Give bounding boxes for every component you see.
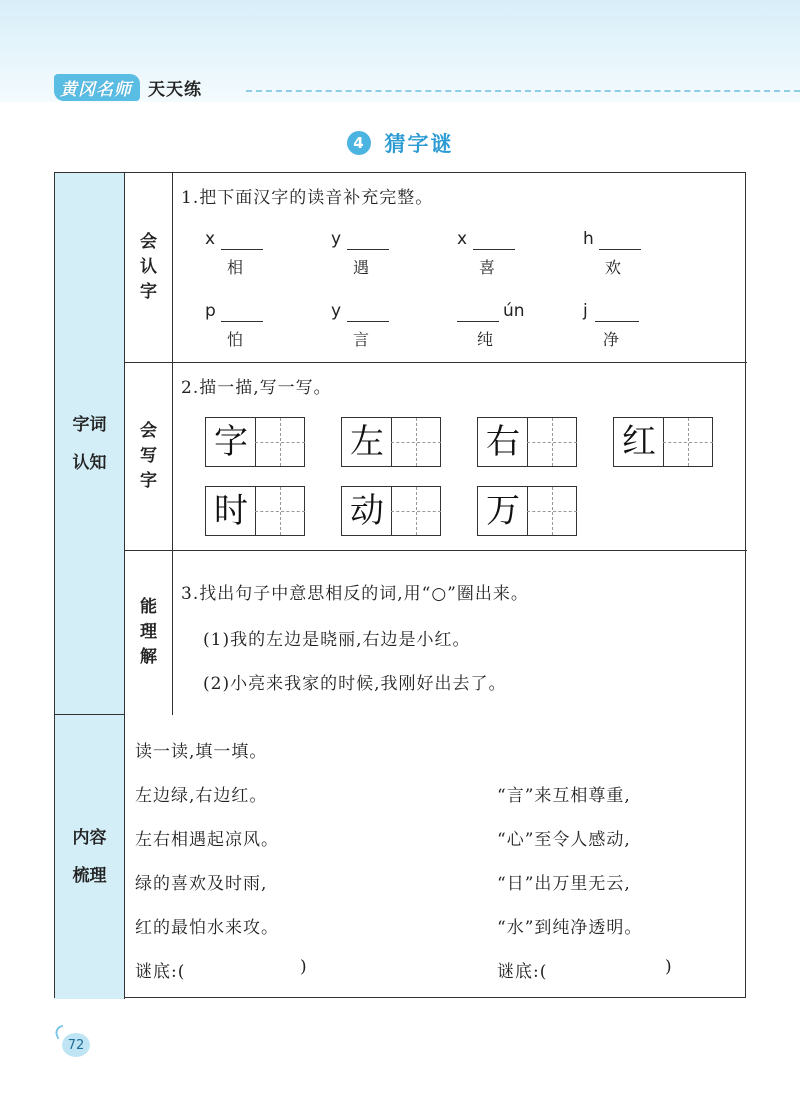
riddle-left-line: 红的最怕水来攻。	[135, 918, 279, 938]
pinyin-item	[193, 303, 263, 363]
pinyin-blank[interactable]	[595, 321, 639, 322]
pinyin-initial: y	[331, 229, 342, 249]
page-header	[0, 0, 800, 102]
trace-char: 动	[350, 491, 384, 531]
answer-left-field[interactable]	[205, 957, 305, 979]
sub-label-char: 认	[140, 257, 157, 277]
pinyin-initial: j	[583, 301, 588, 321]
header-dashed-line	[246, 90, 800, 92]
sub-label-understand	[125, 550, 173, 715]
pinyin-blank[interactable]	[221, 249, 263, 250]
category-label-line: 内容	[72, 828, 107, 848]
lesson-number-badge: 4	[347, 131, 371, 155]
sub-label-char: 会	[140, 420, 157, 441]
pinyin-item	[571, 231, 641, 291]
pinyin-item	[453, 303, 533, 363]
pinyin-char: 言	[353, 330, 370, 349]
box-guide	[391, 442, 441, 443]
pinyin-blank[interactable]	[473, 249, 515, 250]
review-instruction: 读一读,填一填。	[135, 742, 268, 762]
trace-char: 左	[350, 422, 384, 462]
pinyin-initial: p	[205, 301, 216, 321]
pinyin-blank[interactable]	[457, 321, 499, 322]
pinyin-final: ún	[503, 301, 525, 321]
pinyin-char: 相	[227, 258, 244, 277]
pinyin-char: 怕	[227, 330, 244, 349]
brand	[54, 74, 202, 100]
answer-right-field[interactable]	[567, 957, 667, 979]
writing-box[interactable]	[477, 486, 577, 536]
pinyin-char: 净	[603, 330, 620, 349]
sub-label-recognize	[125, 173, 173, 362]
writing-box[interactable]	[205, 486, 305, 536]
row-divider	[125, 550, 747, 551]
box-guide	[527, 511, 577, 512]
box-guide	[255, 511, 305, 512]
pinyin-char: 喜	[479, 258, 496, 277]
pinyin-char: 遇	[353, 258, 370, 277]
box-guide	[255, 442, 305, 443]
sentence-1[interactable]: (1)我的左边是晓丽,右边是小红。	[203, 630, 471, 650]
writing-box[interactable]	[341, 417, 441, 467]
question-2: 2.描一描,写一写。	[181, 378, 332, 398]
pinyin-initial: x	[205, 229, 216, 249]
sub-label-char: 字	[140, 470, 157, 491]
riddle-right-line: “心”至令人感动,	[497, 830, 631, 850]
exercise-table	[54, 172, 746, 998]
trace-char: 右	[486, 422, 520, 462]
brand-logo: 黄冈名师	[54, 74, 140, 101]
category-label-line: 梳理	[72, 866, 107, 886]
riddle-left-line: 绿的喜欢及时雨,	[135, 874, 268, 894]
pinyin-blank[interactable]	[599, 249, 641, 250]
category-label-line: 认知	[72, 452, 107, 473]
answer-left-close: )	[300, 957, 308, 977]
category-label-line: 字词	[72, 414, 107, 435]
answer-right-label: 谜底:(	[497, 962, 548, 982]
sub-label-char: 解	[140, 647, 157, 667]
sub-label-char: 理	[140, 622, 157, 642]
pinyin-blank[interactable]	[221, 321, 263, 322]
page-number: 72	[62, 1033, 90, 1057]
trace-char: 万	[486, 491, 520, 531]
writing-box[interactable]	[477, 417, 577, 467]
pinyin-initial: y	[331, 301, 342, 321]
pinyin-item	[319, 231, 389, 291]
pinyin-blank[interactable]	[347, 249, 389, 250]
sentence-2[interactable]: (2)小亮来我家的时候,我刚好出去了。	[203, 674, 507, 694]
pinyin-char: 欢	[605, 258, 622, 277]
answer-right-close: )	[665, 957, 673, 977]
riddle-left-line: 左右相遇起凉风。	[135, 830, 279, 850]
brand-subtitle: 天天练	[148, 79, 202, 100]
trace-char: 红	[622, 422, 656, 462]
sub-label-write	[125, 362, 173, 550]
category-word-recognition	[55, 173, 125, 715]
lesson-title-row	[0, 126, 800, 160]
pinyin-char: 纯	[477, 330, 494, 349]
sub-label-char: 能	[140, 597, 157, 617]
category-content-review	[55, 715, 125, 999]
pinyin-item	[319, 303, 389, 363]
trace-char: 时	[214, 491, 248, 531]
pinyin-initial: x	[457, 229, 468, 249]
pinyin-item	[571, 303, 641, 363]
sub-label-char: 会	[140, 232, 157, 252]
sub-label-char: 字	[140, 282, 157, 302]
trace-char: 字	[214, 422, 248, 462]
question-1: 1.把下面汉字的读音补充完整。	[181, 188, 434, 208]
box-guide	[527, 442, 577, 443]
writing-box[interactable]	[341, 486, 441, 536]
pinyin-initial: h	[583, 229, 594, 249]
box-guide	[391, 511, 441, 512]
writing-box[interactable]	[205, 417, 305, 467]
sub-label-char: 写	[140, 445, 157, 466]
writing-box[interactable]	[613, 417, 713, 467]
pinyin-item	[193, 231, 263, 291]
lesson-title: 猜字谜	[384, 132, 454, 156]
riddle-right-line: “言”来互相尊重,	[497, 786, 631, 806]
question-3: 3.找出句子中意思相反的词,用“○”圈出来。	[181, 584, 529, 604]
answer-left-label: 谜底:(	[135, 962, 186, 982]
box-guide	[663, 442, 713, 443]
riddle-left-line: 左边绿,右边红。	[135, 786, 268, 806]
pinyin-item	[445, 231, 515, 291]
pinyin-blank[interactable]	[347, 321, 389, 322]
riddle-right-line: “水”到纯净透明。	[497, 918, 643, 938]
riddle-right-line: “日”出万里无云,	[497, 874, 631, 894]
